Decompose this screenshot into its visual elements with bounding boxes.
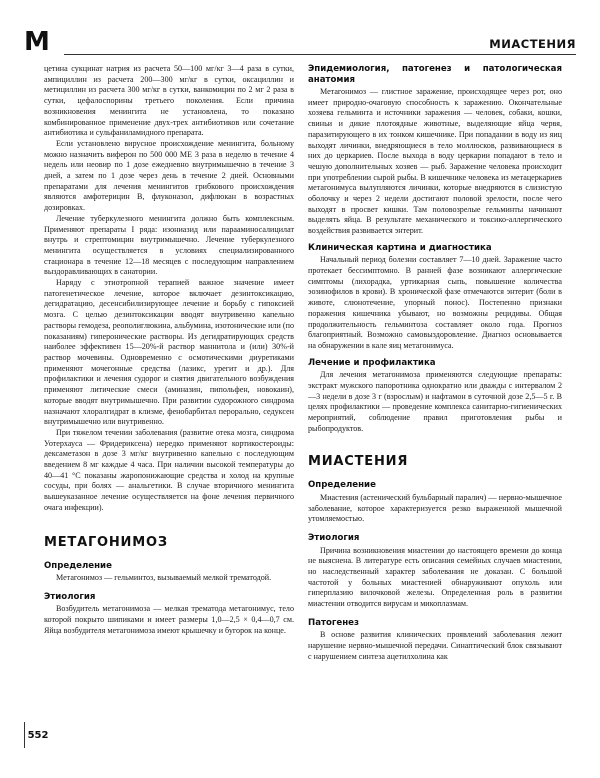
paragraph: Начальный период болезни составляет 7—10 дней. Заражение часто протекает бессимптомно. В ранней фазе возникают аллергические симптомы (лихорадка, уртикарная сыпь, повышение количества эозинофилов в крови). В хронической фазе отмечаются энтерит (боли в животе, слюнотечение, упорный понос). Постепенно признаки поражения кишечника убывают, но возможны рецидивы. Общая продолжительность гельминтоза составляет около года. Прогноз благоприятный. Возможно самовыздоровление. Диагноз основывается на обнаружении в кале яиц метагонимуса. [308,255,562,350]
paragraph: Возбудитель метагонимоза — мелкая трематода метагонимус, тело которой покрыто шипиками и имеет размеры 1,0—2,5 × 0,4—0,7 см. Яйца возбудителя метагонимоза имеют крышечку и бугорок на конце. [44,604,294,635]
running-head-title: МИАСТЕНИЯ [489,37,576,51]
section-title-metagonimoz: МЕТАГОНИМОЗ [44,534,168,550]
subheading-pathogenesis: Патогенез [308,617,359,628]
section-letter: М [24,27,50,57]
subheading-clinical: Клиническая картина и диагностика [308,242,492,253]
subheading-epidemiology: Эпидемиология, патогенез и патологическая анатомия [308,64,562,85]
subheading-etiology: Этиология [308,533,360,543]
paragraph: Если установлено вирусное происхождение менингита, больному можно назначить виферон по 500 000 МЕ 3 раза в неделю в течение 4 недель или неовир по 1 дозе ежедневно внутримышечно в течение 3 дней, а затем по 1 дозе через день в течение 2 дней. Основными препаратами для лечения менингитов грибкового происхождения являются амфотерицин B, флуконазол, дифлюкан в возрастных дозировках. [44,138,294,213]
paragraph: В основе развития клинических проявлений заболевания лежит нарушение нервно-мышечной передачи. Синаптический блок связывают с нарушением синтеза ацетилхолина как [308,630,562,661]
paragraph: Наряду с этиотропной терапией важное значение имеет патогенетическое лечение, которое включает дезинтоксикацию, дегидратацию, десенсибилизирующее лечение и борьбу с гипоксией мозга. С целью дезинтоксикации вводят внутривенно капельно растворы гемодеза, реополиглюкина, альбумина, изотонические или (по показаниям) гиперонические растворы. Из дегидратирующих средств наиболее эффективен 15—20%-й раствор маннитола и (или) 30%-й раствор мочевины. Одновременно с осмотическими диуретиками применяют мочегонные средства (лазикс, урегит и др.). Для профилактики и лечения судорог и снятия двигательного возбуждения применяют литические смеси (аминазин, пипольфен, новокаин), которые вводят внутримышечно. При развитии судорожного синдрома назначают хлоралгидрат в клизме, фенобарбитал перорально, седуксен внутримышечно или внутривенно. [44,278,294,427]
right-column [308,64,562,662]
subheading-etiology: Этиология [44,591,96,602]
paragraph: Лечение туберкулезного менингита должно быть комплексным. Применяют препараты I ряда: изониазид или парааминосалицилат внутрь и стрептомицин внутримышечно. Лечение туберкулезного менингита осуществляется в условиях специализированного стационара в течение 12—18 месяцев с последующим направлением выздоравливающих в санатории. [44,213,294,277]
paragraph: Причина возникновения миастении до настоящего времени до конца не выяснена. В литературе есть описания семейных случаев миастении, но наследственный характер заболевания не доказан. С большой частотой у больных миастенией обнаруживают опухоль или гиперплазию вилочковой железы. Определенная роль в развитии миастении отводится вирусам и микоплазмам. [308,545,562,609]
subheading-definition: Определение [308,480,376,491]
paragraph: Для лечения метагонимоза применяются следующие препараты: экстракт мужского папоротника однократно или дважды с интервалом 2—3 недели в дозе 3 г (взрослым) и нафтамон в суточной дозе 2,5—5 г. В целях профилактики — проведение комплекса санитарно-гигиенических мероприятий, соблюдение правил приготовления рыбы и рыбопродуктов. [308,370,562,433]
running-head [24,28,576,56]
section-title-miastenia: МИАСТЕНИЯ [308,454,409,470]
subheading-treatment: Лечение и профилактика [308,357,436,368]
paragraph: Метагонимоз — гельминтоз, вызываемый мелкой трематодой. [56,573,272,583]
subheading-definition: Определение [44,560,112,571]
header-rule [64,54,576,55]
paragraph: Метагонимоз — глистное заражение, происходящее через рот, оно имеет природно-очаговую способность к заражению. Окончательные хозяева гельминта и источники заражения — человек, собаки, кошки, свиньи и дикие плотоядные животные, выделяющие яйца червя, паразитирующего в их тонком кишечнике. При попадании в воду из яиц выходят личинки, внедряющиеся в тело моллюсков, развивающиеся в них до церкариев. После выхода в воду церкарии попадают в тело и чешую дополнительных хозяев — рыб. Заражение человека происходит при употреблении сырой рыбы. В кишечнике человека из метацеркариев метагонимуса вылупляются личинки, которые внедряются в слизистую оболочку и через 2 недели достигают половой зрелости, после чего выходят в просвет кишки. Там половозрелые гельминты начинают выделять яйца. В результате механического и токсико-аллергического воздействия развивается энтерит. [308,87,562,236]
paragraph: Миастения (астенический бульбарный паралич) — нервно-мышечное заболевание, которое характеризуется резко выраженной мышечной утомляемостью. [308,492,562,524]
paragraph: При тяжелом течении заболевания (развитие отека мозга, синдрома Уотерхауса — Фридериксена) нередко применяют кортикостероиды: дексаметазон в дозе 3 мг/кг внутривенно капельно с последующим введением 8 мг каждые 4 часа. При наличии высокой температуры до 40—41 °С показаны жаропонижающие средства и холод на крупные сосуды, при болях — анальгетики. В случае вторичного менингита вышеуказанное лечение осуществляется на фоне лечения первичного очага инфекции). [44,427,294,512]
left-column [44,64,294,636]
paragraph: цетина сукцинат натрия из расчета 50—100 мг/кг 3—4 раза в сутки, ампициллин из расчета 200—300 мг/кг в сутки, оксациллин и метициллин из расчета 300 мг/кг в сутки, ванкомицин по 2 мг 2 раза в сутки, цефалоспорины третьего поколения. Если причина возникновения менингита не установлена, то показано комбинированное применение двух-трех антибиотиков или сочетание антибиотика и сульфаниламидного препарата. [44,64,294,138]
page-number: 552 [27,730,49,741]
